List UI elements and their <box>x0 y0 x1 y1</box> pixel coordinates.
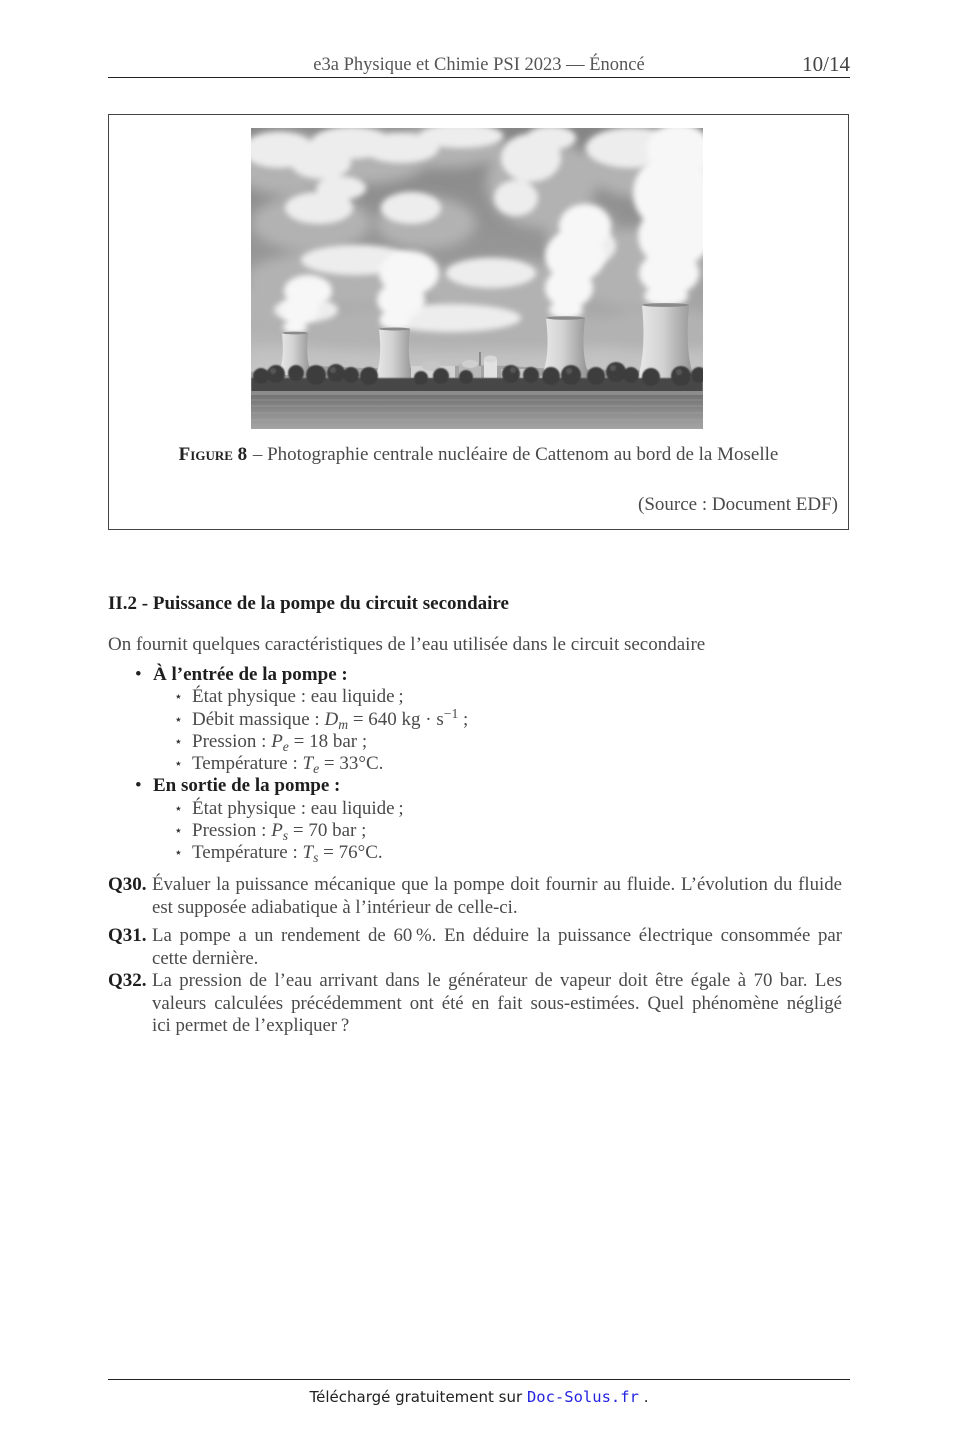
math-subscript: e <box>313 761 320 777</box>
math-subscript: e <box>282 738 289 754</box>
list-item <box>0 705 980 732</box>
question-q31 <box>108 925 850 970</box>
list-group-title: • À l’entrée de la pompe : <box>0 664 980 686</box>
math-subscript: m <box>338 716 349 732</box>
list-item <box>0 820 980 842</box>
question-line: est supposée adiabatique à l’intérieur de celle-ci. <box>152 896 518 918</box>
item-value: = 76°C. <box>323 842 383 863</box>
question-line: La pompe a un rendement de 60 %. En déduire la puissance électrique consommée par <box>152 925 842 946</box>
item-label: Pression : <box>192 730 267 752</box>
characteristics-list <box>0 664 980 864</box>
footer-tail: . <box>643 1388 649 1406</box>
item-value: = 33°C. <box>323 753 384 774</box>
math-exponent: −1 <box>443 705 459 721</box>
question-q30 <box>108 874 850 919</box>
list-item <box>0 753 980 775</box>
page-number: 10/14 <box>802 52 850 76</box>
question-label: Q30. <box>108 874 147 895</box>
item-value: = 70 bar <box>292 819 357 841</box>
math-subscript: s <box>313 850 319 866</box>
doc-solus-link[interactable]: Doc-Solus.fr <box>526 1388 639 1406</box>
figure-label: Figure 8 <box>178 444 248 465</box>
question-line: valeurs calculées précédemment ont été en fait sous-estimées. Quel phénomène négligé <box>152 992 842 1014</box>
question-text <box>152 874 842 919</box>
item-tail: ; <box>463 708 469 730</box>
list-item <box>0 731 980 753</box>
question-line: La pression de l’eau arrivant dans le générateur de vapeur doit être égale à 70 bar. Les <box>152 970 842 991</box>
question-label: Q32. <box>108 970 147 991</box>
math-symbol: D <box>324 708 339 730</box>
footer-text: Téléchargé gratuitement sur <box>309 1388 523 1406</box>
footer-rule <box>108 1379 850 1380</box>
section-intro: On fournit quelques caractéristiques de l’eau utilisée dans le circuit secondaire <box>108 634 706 655</box>
math-subscript: s <box>282 827 289 843</box>
running-header-title: e3a Physique et Chimie PSI 2023 — Énoncé <box>313 55 645 75</box>
figure-photo <box>251 128 703 429</box>
question-line: Évaluer la puissance mécanique que la pompe doit fournir au fluide. L’évolution du fluide <box>152 874 842 895</box>
header-rule <box>108 77 850 78</box>
item-tail: ; <box>361 819 367 841</box>
river-water <box>251 395 703 429</box>
question-q32 <box>108 970 850 1038</box>
item-text: État physique : eau liquide ; <box>192 686 404 708</box>
section-title: II.2 - Puissance de la pompe du circuit secondaire <box>108 593 509 614</box>
item-text: État physique : eau liquide ; <box>192 797 404 819</box>
question-text <box>152 970 842 1038</box>
footer <box>108 1386 850 1408</box>
question-text <box>152 925 842 970</box>
list-item <box>0 798 980 820</box>
math-symbol: T <box>302 753 314 774</box>
math-symbol: T <box>302 842 314 863</box>
item-tail: ; <box>361 730 368 752</box>
item-value: = 640 kg · s <box>352 708 444 730</box>
list-item <box>0 842 980 864</box>
list-group-title: • En sortie de la pompe : <box>0 775 980 797</box>
item-label: Température : <box>192 753 298 774</box>
figure-source: (Source : Document EDF) <box>638 494 838 515</box>
figure-caption <box>109 443 848 467</box>
question-label: Q31. <box>108 925 147 946</box>
math-symbol: P <box>271 819 283 841</box>
question-line: cette dernière. <box>152 947 259 969</box>
figure-caption-text: – Photographie centrale nucléaire de Cattenom au bord de la Moselle <box>252 444 779 465</box>
item-label: Pression : <box>192 819 267 841</box>
math-symbol: P <box>271 730 283 752</box>
item-value: = 18 bar <box>293 730 358 752</box>
figure-box <box>108 114 849 530</box>
question-line: ici permet de l’expliquer ? <box>152 1015 350 1036</box>
item-label: Température : <box>192 842 298 863</box>
list-item <box>0 686 980 708</box>
item-label: Débit massique : <box>192 708 320 730</box>
